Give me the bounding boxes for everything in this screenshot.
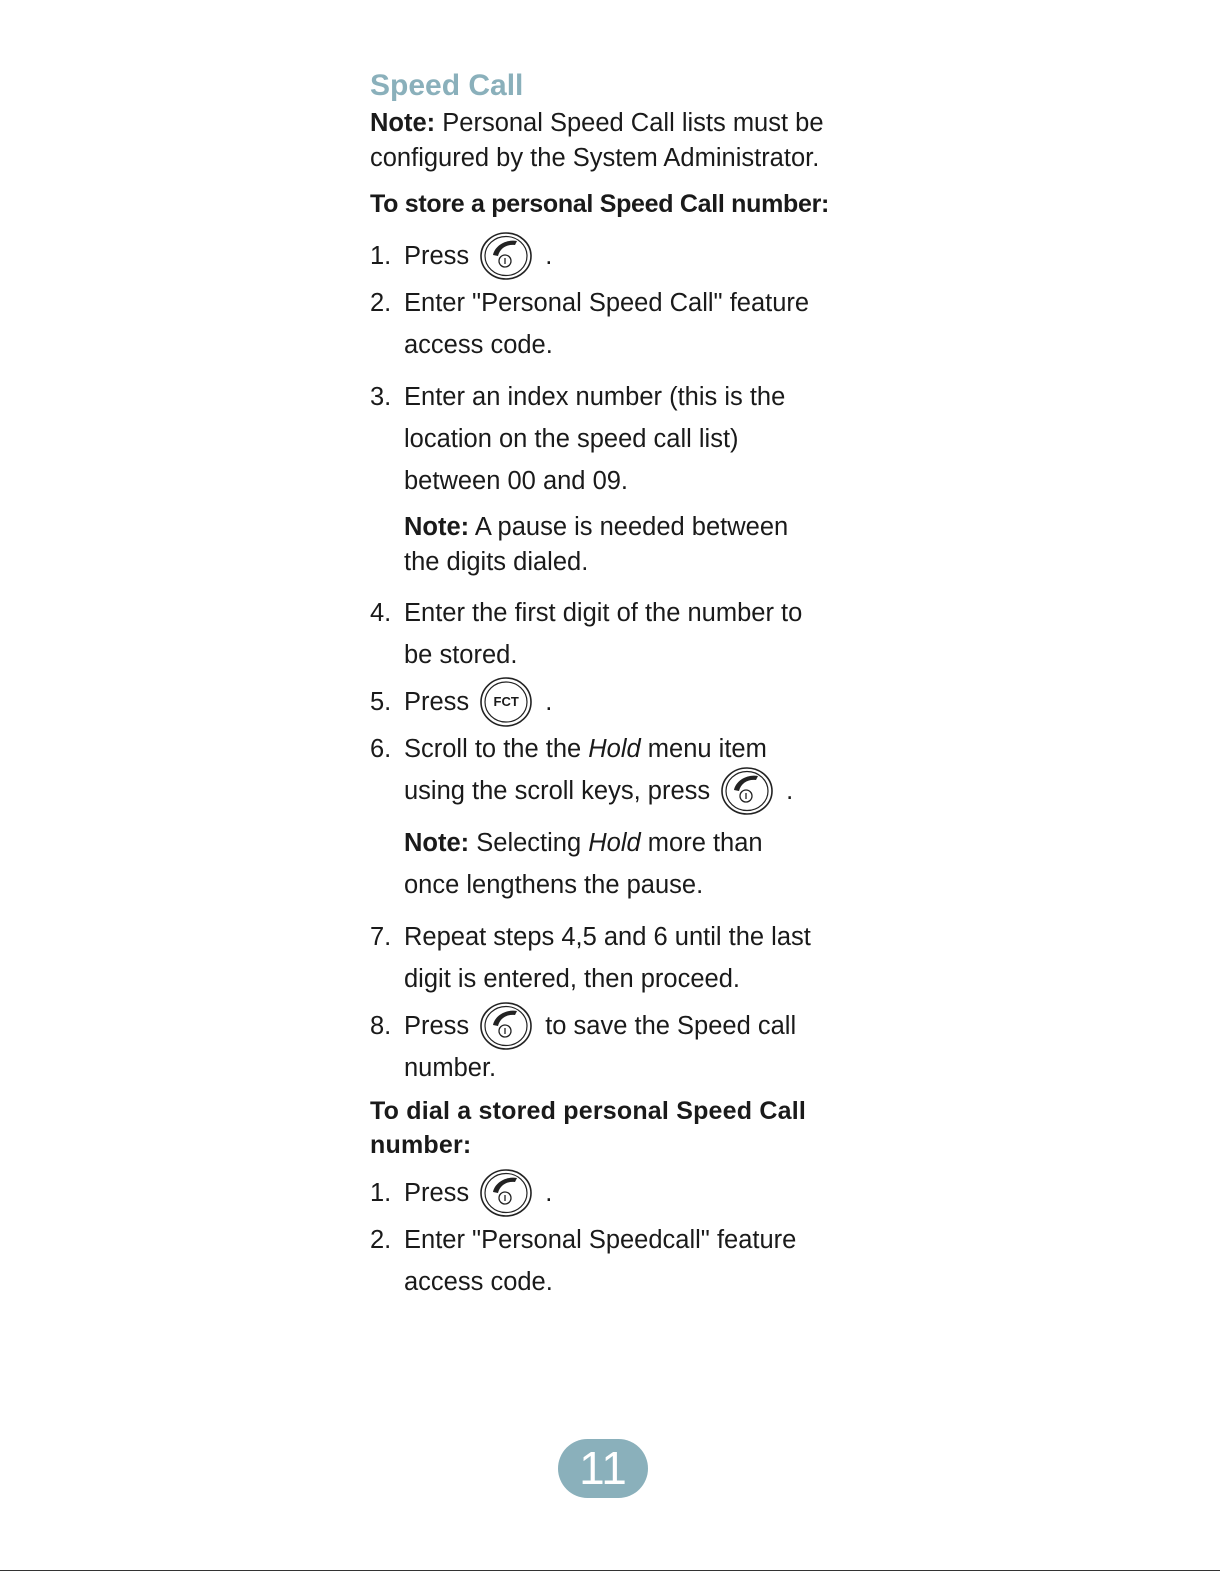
page-number-badge: 11 [558,1439,648,1498]
store-step-5 [370,676,850,728]
dial-section-heading: To dial a stored personal Speed Call number: [370,1097,807,1159]
step-text-line2: number. [404,1054,497,1082]
step-text: Enter "Personal Speed Call" feature access code. [404,289,810,359]
handset-button-icon [720,766,774,816]
step-text: Press [404,242,470,270]
dial-step-2 [370,1219,850,1303]
store-step-2 [370,282,850,366]
page-title: Speed Call [370,69,524,102]
step-text-after: . [786,777,794,805]
step-text: Repeat steps 4,5 and 6 until the last digit is entered, then proceed. [404,923,811,993]
step-text: Enter an index number (this is the location on the speed call list) between 00 and 09. [404,383,786,495]
handset-button-icon [479,1001,533,1051]
note-label: Note: [370,109,436,137]
store-step-1 [370,230,850,282]
step-text-cont: menu item [640,735,767,763]
step-text-line2: using the scroll keys, press [404,777,711,805]
step-text-after: . [545,1179,553,1207]
hold-italic: Hold [588,829,641,857]
store-step-4 [370,592,850,676]
fct-button-icon [479,677,533,727]
step-text: Press [404,1179,470,1207]
store-step-8 [370,1000,850,1084]
hold-italic: Hold [588,735,641,763]
step-text: Press [404,688,470,716]
pause-note [370,510,824,580]
step-number: 1. [370,1179,392,1207]
step-number: 2. [370,289,392,317]
step-number: 3. [370,383,392,411]
step-number: 2. [370,1226,392,1254]
step-text: Scroll to the the [404,735,589,763]
step-number: 7. [370,923,392,951]
note-label: Note: [404,829,470,857]
admin-note [370,106,850,176]
page-content [370,66,850,1303]
hold-note [370,822,824,906]
bottom-divider [0,1570,1220,1571]
store-step-7 [370,916,850,1000]
step-text: Enter "Personal Speedcall" feature access code. [404,1226,797,1296]
step-text: Enter the first digit of the number to be stored. [404,599,803,669]
note-text: Selecting [469,829,589,857]
fct-label: FCT [493,694,519,709]
handset-button-icon [479,231,533,281]
step-text-after: . [545,242,553,270]
note-text-cont: more than once lengthens the pause. [404,829,763,899]
note-label: Note: [404,513,470,541]
handset-button-icon [479,1168,533,1218]
step-text: Press [404,1012,470,1040]
store-section-heading: To store a personal Speed Call number: [370,190,830,218]
step-number: 1. [370,242,392,270]
step-number: 4. [370,599,392,627]
step-text-after: to save the Speed call [545,1012,797,1040]
note-text: A pause is needed between the digits dialed. [404,513,789,576]
note-text: Personal Speed Call lists must be configured by the System Administrator. [370,109,824,172]
step-number: 6. [370,735,392,763]
dial-step-1 [370,1167,850,1219]
store-step-6 [370,728,850,812]
step-number: 8. [370,1012,392,1040]
step-text-after: . [545,688,553,716]
step-number: 5. [370,688,392,716]
store-step-3 [370,376,850,502]
